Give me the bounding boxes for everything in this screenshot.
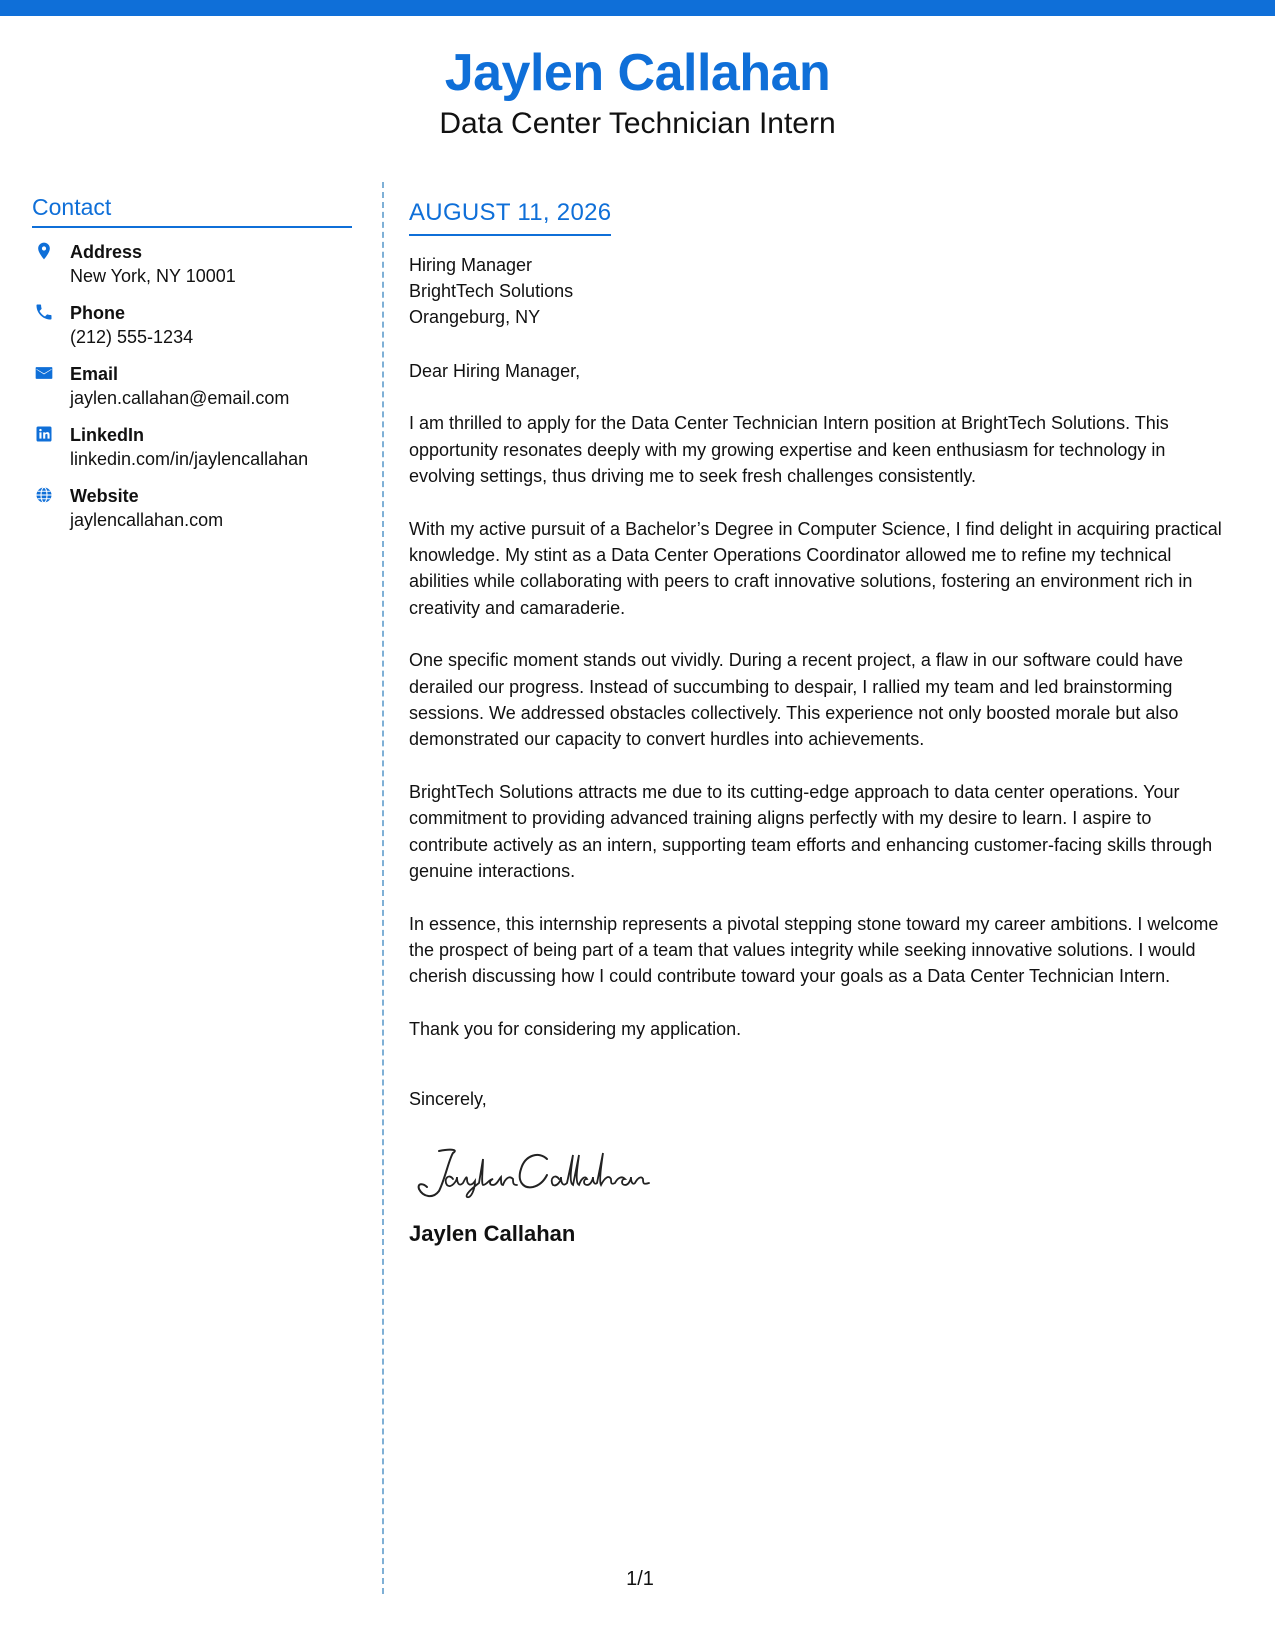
phone-icon xyxy=(34,302,54,322)
salutation: Dear Hiring Manager, xyxy=(409,361,581,381)
recipient-line: Orangeburg, NY xyxy=(409,307,541,327)
contact-linkedin xyxy=(32,423,352,471)
contact-sidebar xyxy=(32,192,352,545)
handwritten-signature xyxy=(409,1139,1224,1205)
contact-label: Phone xyxy=(70,303,126,323)
contact-heading: Contact xyxy=(32,192,352,228)
paragraph: I am thrilled to apply for the Data Center Technician Intern position at BrightTech Solutions. This opportunity resonates deeply with my growing expertise and keen enthusiasm for technology in evolving settings, thus driving me to seek fresh challenges consistently. xyxy=(409,413,1169,487)
paragraph: One specific moment stands out vividly. During a recent project, a flaw in our software could have derailed our progress. Instead of succumbing to despair, I rallied my team and led brainstorming sessions. We addressed obstacles collectively. This experience not only boosted morale but also demonstrated our capacity to convert hurdles into achievements. xyxy=(409,650,1184,750)
paragraph: In essence, this internship represents a pivotal stepping stone toward my career ambitions. I welcome the prospect of being part of a team that values integrity while seeking innovative solutions. I would cherish discussing how I could contribute toward your goals as a Data Center Technician Intern. xyxy=(409,913,1219,987)
recipient-block xyxy=(409,252,1224,330)
column-divider xyxy=(382,182,384,1594)
globe-icon xyxy=(34,485,54,505)
email-icon xyxy=(34,363,54,383)
contact-address xyxy=(32,240,352,288)
contact-value: jaylencallahan.com xyxy=(70,510,224,530)
contact-label: Website xyxy=(70,486,139,506)
paragraph: BrightTech Solutions attracts me due to its cutting-edge approach to data center operations. Your commitment to providing advanced training aligns perfectly with my desire to learn. I aspire to contribute actively as an intern, supporting team efforts and enhancing customer-facing skills through genuine interactions. xyxy=(409,781,1213,882)
contact-value: (212) 555-1234 xyxy=(70,327,194,347)
contact-value: New York, NY 10001 xyxy=(70,266,236,286)
contact-email xyxy=(32,362,352,410)
location-pin-icon xyxy=(34,241,54,261)
linkedin-icon xyxy=(34,424,54,444)
paragraph: Thank you for considering my application. xyxy=(409,1018,742,1039)
signed-name: Jaylen Callahan xyxy=(409,1220,576,1246)
contact-phone xyxy=(32,301,352,349)
contact-label: LinkedIn xyxy=(70,425,145,445)
letter-body xyxy=(409,196,1224,1249)
contact-website xyxy=(32,484,352,532)
candidate-name: Jaylen Callahan xyxy=(444,44,831,102)
contact-value: linkedin.com/in/jaylencallahan xyxy=(70,449,309,469)
top-accent-bar xyxy=(0,0,1275,16)
contact-value: jaylen.callahan@email.com xyxy=(70,388,290,408)
contact-label: Email xyxy=(70,364,119,384)
recipient-line: BrightTech Solutions xyxy=(409,281,574,301)
paragraph: With my active pursuit of a Bachelor’s Degree in Computer Science, I find delight in acquiring practical knowledge. My stint as a Data Center Operations Coordinator allowed me to refine my technical abilities while collaborating with peers to craft innovative solutions, fostering an environment rich in creativity and camaraderie. xyxy=(409,518,1222,618)
contact-label: Address xyxy=(70,242,143,262)
job-title: Data Center Technician Intern xyxy=(439,107,836,140)
recipient-line: Hiring Manager xyxy=(409,255,533,275)
letter-date: AUGUST 11, 2026 xyxy=(409,196,611,236)
signature-image xyxy=(409,1139,669,1205)
closing: Sincerely, xyxy=(409,1089,487,1110)
header xyxy=(0,40,1275,142)
page-number: 1/1 xyxy=(626,1568,654,1590)
